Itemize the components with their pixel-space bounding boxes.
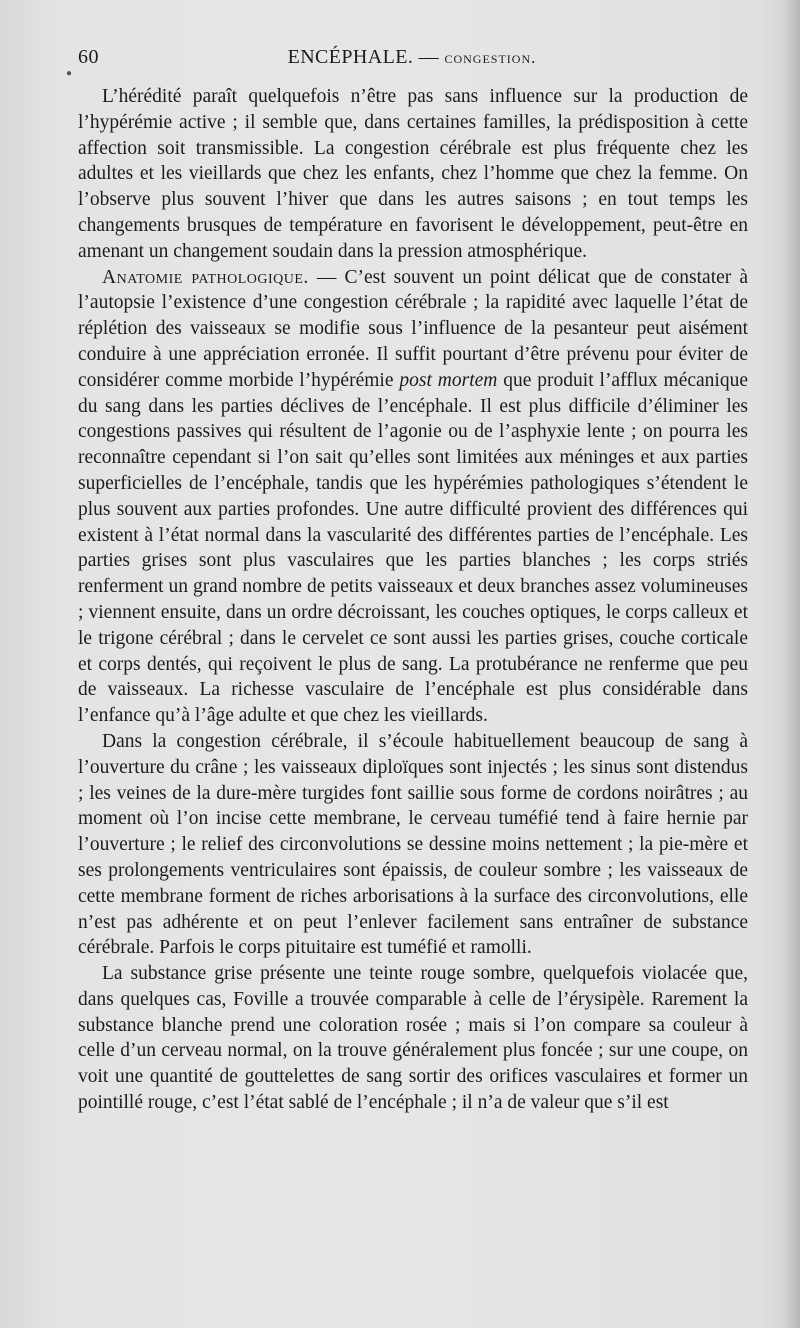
paragraph-heredity: L’hérédité paraît quelquefois n’être pas sans influence sur la production de l’hypérémie active ; il semble que, dans certaines familles, la prédisposition à cette affection soit transmissible. La congestion cérébrale est plus fréquente chez les adultes et les vieillards que chez les enfants, chez l’homme que chez la femme. On l’observe plus souvent l’hiver que dans les autres saisons ; en tout temps les changements brusques de température en favorisent le développement, peut-être en amenant un changement soudain dans la pression atmosphérique. (78, 86, 748, 262)
margin-dot-icon: ● (66, 68, 73, 79)
running-title-main: ENCÉPHALE. (287, 46, 414, 68)
section-heading: Anatomie pathologique. (102, 266, 309, 288)
running-header (78, 44, 746, 76)
page-edge-shadow (782, 0, 800, 1328)
body-text (78, 84, 748, 1116)
paragraph-anatomy-part1: — C’est souvent un point délicat que de constater à l’autopsie l’existence d’une congestion cérébrale ; la rapidité avec laquelle l’état de réplétion des vaisseaux se modifie sous l’influence de la pesanteur peut aisément conduire à une appréciation erronée. Il suffit pourtant d’être prévenu pour éviter de considérer comme morbide l’hypérémie (78, 266, 748, 391)
paragraph-congestion: Dans la congestion cérébrale, il s’écoule habituellement beaucoup de sang à l’ouverture du crâne ; les vaisseaux diploïques sont injectés ; les sinus sont distendus ; les veines de la dure-mère turgides font saillie sous forme de cordons noirâtres ; au moment où l’on incise cette membrane, le cerveau tuméfié tend à faire hernie par l’ouverture ; le relief des circonvolutions se dessine moins nettement ; la pie-mère et ses prolongements ventriculaires sont épaissis, de couleur sombre ; les vaisseaux de cette membrane forment de riches arborisations à la surface des circonvolutions, elle n’est pas adhérente et on peut l’enlever facilement sans entraîner de substance cérébrale. Parfois le corps pituitaire est tuméfié et ramolli. (78, 730, 748, 959)
page-number: 60 (78, 46, 99, 68)
running-title-dash: — (413, 46, 445, 68)
running-title-sub: congestion. (444, 48, 537, 67)
italic-term: post mortem (399, 369, 498, 391)
paragraph-anatomy (78, 265, 748, 729)
running-title (78, 46, 746, 69)
paragraph-anatomy-part2: que produit l’afflux mécanique du sang dans les parties déclives de l’encéphale. Il est plus difficile d’éliminer les congestions passives qui résultent de l’agonie ou de l’asphyxie lente ; on pourra les reconnaître cependant si l’on sait qu’elles sont limitées aux méninges et aux parties superficielles de l’encéphale, tandis que les hypérémies pathologiques s’étendent le plus souvent aux parties profondes. Une autre difficulté provient des différences qui existent à l’état normal dans la vascularité des différentes parties de l’encéphale. Les parties grises sont plus vasculaires que les parties blanches ; les corps striés renferment un grand nombre de petits vaisseaux et deux branches assez volumineuses ; viennent ensuite, dans un ordre décroissant, les couches optiques, le corps calleux et le trigone cérébral ; dans le cervelet ce sont aussi les parties grises, couche corticale et corps dentés, qui reçoivent le plus de sang. La protubérance ne renferme que peu de vaisseaux. La richesse vasculaire de l’encéphale est plus considérable dans l’enfance qu’à l’âge adulte et que chez les vieillards. (78, 369, 748, 727)
paragraph-grey-matter: La substance grise présente une teinte rouge sombre, quelquefois violacée que, dans quelques cas, Foville a trouvée comparable à celle de l’érysipèle. Rarement la substance blanche prend une coloration rosée ; mais si l’on compare sa couleur à celle d’un cerveau normal, on la trouve généralement plus foncée ; sur une coupe, on voit une quantité de gouttelettes de sang sortir des orifices vasculaires et former un pointillé rouge, c’est l’état sablé de l’encéphale ; il n’a de valeur que s’il est (78, 963, 748, 1114)
